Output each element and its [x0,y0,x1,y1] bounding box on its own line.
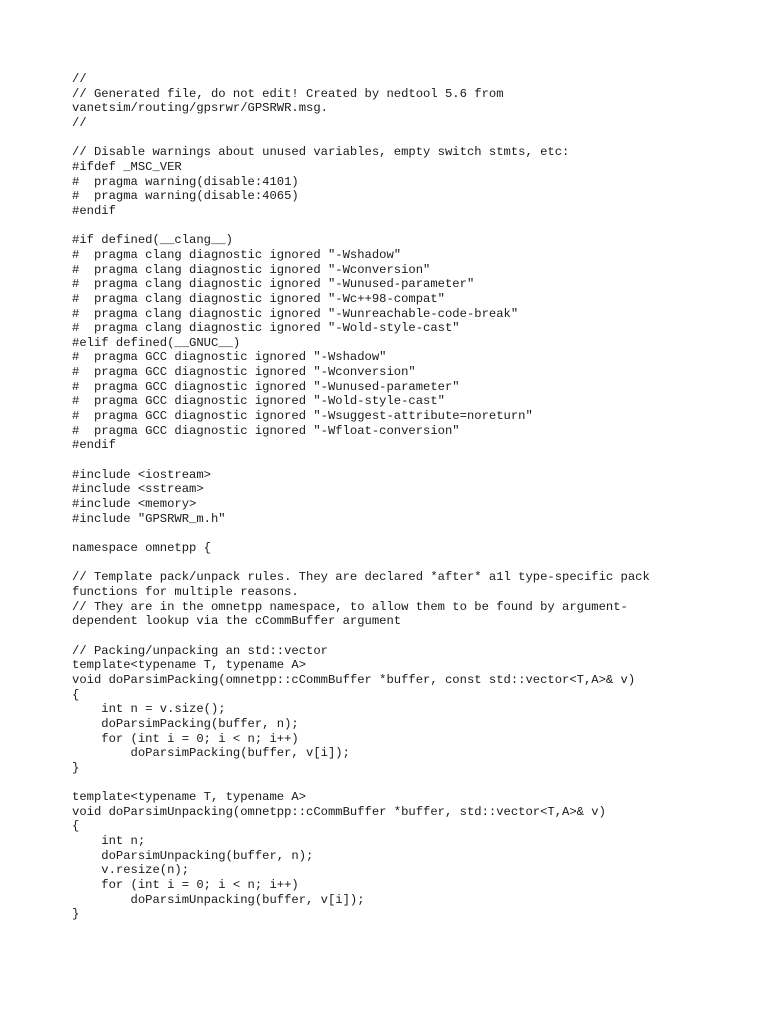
code-line: // They are in the omnetpp namespace, to allow them to be found by argument- [72,599,628,614]
code-line: # pragma clang diagnostic ignored "-Wold-style-cast" [72,321,460,336]
code-line: # pragma clang diagnostic ignored "-Wunused-parameter" [72,277,475,292]
code-line: int n; [72,834,146,849]
code-line: # pragma clang diagnostic ignored "-Wshadow" [72,247,402,262]
code-line: dependent lookup via the cCommBuffer argument [72,614,402,629]
code-line: for (int i = 0; i < n; i++) [72,878,299,893]
code-line: # pragma clang diagnostic ignored "-Wconversion" [72,262,431,277]
code-line: # pragma GCC diagnostic ignored "-Wunused-parameter" [72,379,460,394]
code-line: template<typename T, typename A> [72,790,307,805]
code-line: // Template pack/unpack rules. They are declared *after* a1l type-specific pack [72,570,650,585]
code-line: doParsimPacking(buffer, v[i]); [72,746,350,761]
code-line: // Generated file, do not edit! Created by nedtool 5.6 from [72,86,504,101]
code-line: namespace omnetpp { [72,541,211,555]
code-line: void doParsimPacking(omnetpp::cCommBuffer *buffer, const std::vector<T,A>& v) [72,672,636,687]
code-line: # pragma clang diagnostic ignored "-Wunreachable-code-break" [72,306,519,321]
code-line: } [72,760,80,775]
code-line: doParsimUnpacking(buffer, v[i]); [72,892,365,907]
code-line [72,453,702,468]
code-line: // Disable warnings about unused variables, empty switch stmts, etc: [72,145,570,160]
code-line: #if defined(__clang__) [72,233,233,248]
code-line: #ifdef _MSC_VER [72,159,182,174]
code-line: // [72,115,87,130]
code-line [72,131,702,146]
code-line: #endif [72,438,116,453]
code-line: { [72,687,80,702]
code-line: // [72,72,87,86]
code-line: template<typename T, typename A> [72,658,307,673]
code-line [72,629,702,644]
code-line: doParsimUnpacking(buffer, n); [72,848,314,863]
code-line: #include <sstream> [72,482,204,497]
code-line: # pragma GCC diagnostic ignored "-Wconversion" [72,365,416,380]
code-line: # pragma warning(disable:4065) [72,189,299,204]
code-line [72,556,702,571]
code-line: #elif defined(__GNUC__) [72,335,241,350]
code-line: #endif [72,203,116,218]
code-line: # pragma GCC diagnostic ignored "-Wsuggest-attribute=noreturn" [72,409,533,424]
code-line: # pragma warning(disable:4101) [72,174,299,189]
code-line [72,219,702,234]
code-line: doParsimPacking(buffer, n); [72,716,299,731]
code-line: } [72,907,80,922]
code-line: #include "GPSRWR_m.h" [72,511,226,526]
code-line: void doParsimUnpacking(omnetpp::cCommBuffer *buffer, std::vector<T,A>& v) [72,804,606,819]
code-line: for (int i = 0; i < n; i++) [72,731,299,746]
code-line [72,526,702,541]
code-line: // Packing/unpacking an std::vector [72,643,328,658]
code-listing [72,72,702,922]
code-line: vanetsim/routing/gpsrwr/GPSRWR.msg. [72,101,328,116]
code-line: # pragma GCC diagnostic ignored "-Wfloat-conversion" [72,423,460,438]
code-line: # pragma GCC diagnostic ignored "-Wshadow" [72,350,387,365]
code-line: # pragma GCC diagnostic ignored "-Wold-style-cast" [72,394,445,409]
code-line: # pragma clang diagnostic ignored "-Wc++98-compat" [72,291,445,306]
code-line: v.resize(n); [72,863,190,878]
code-line: #include <memory> [72,497,197,512]
code-line: #include <iostream> [72,467,211,482]
code-line [72,776,702,791]
code-line: functions for multiple reasons. [72,584,299,599]
code-line: int n = v.size(); [72,702,226,717]
code-line: { [72,819,80,834]
